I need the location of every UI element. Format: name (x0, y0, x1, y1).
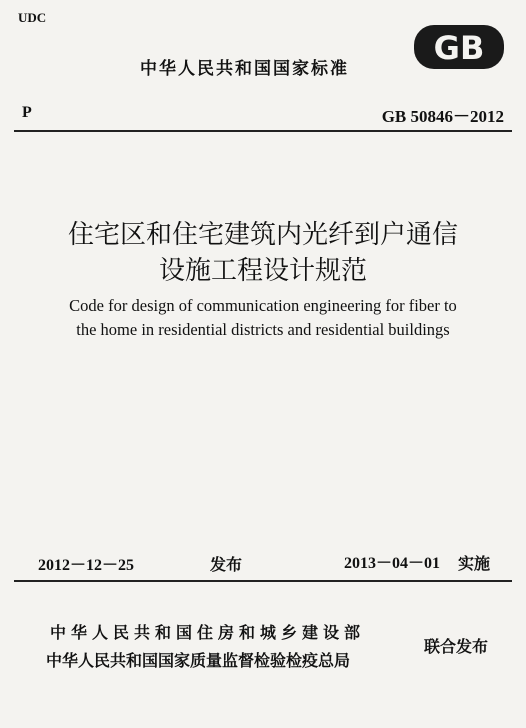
issuer-ministry: 中华人民共和国住房和城乡建设部 (50, 623, 366, 642)
implementation-label: 实施 (458, 554, 491, 573)
title-chinese-line2: 设施工程设计规范 (158, 256, 367, 286)
issuer-aqsiq: 中华人民共和国国家质量监督检验检疫总局 (46, 651, 351, 670)
implementation-date: 2013－04－01 (344, 555, 441, 572)
gb-logo-text: GB (433, 29, 485, 67)
title-english-line1: Code for design of communication engineering for fiber to (69, 296, 457, 315)
standard-type: 中华人民共和国国家标准 (140, 59, 349, 79)
standard-number: GB 50846－2012 (381, 107, 504, 126)
title-english-line2: the home in residential districts and residential buildings (76, 320, 450, 339)
title-chinese-line1: 住宅区和住宅建筑内光纤到户通信 (67, 220, 458, 250)
bottom-divider (14, 580, 512, 582)
top-divider (14, 130, 512, 132)
classification-code: P (22, 104, 32, 121)
issue-date: 2012－12－25 (38, 557, 135, 574)
gb-logo (412, 22, 506, 72)
udc-label: UDC (18, 10, 47, 25)
issue-label: 发布 (210, 555, 243, 574)
joint-issue-label: 联合发布 (424, 637, 489, 656)
